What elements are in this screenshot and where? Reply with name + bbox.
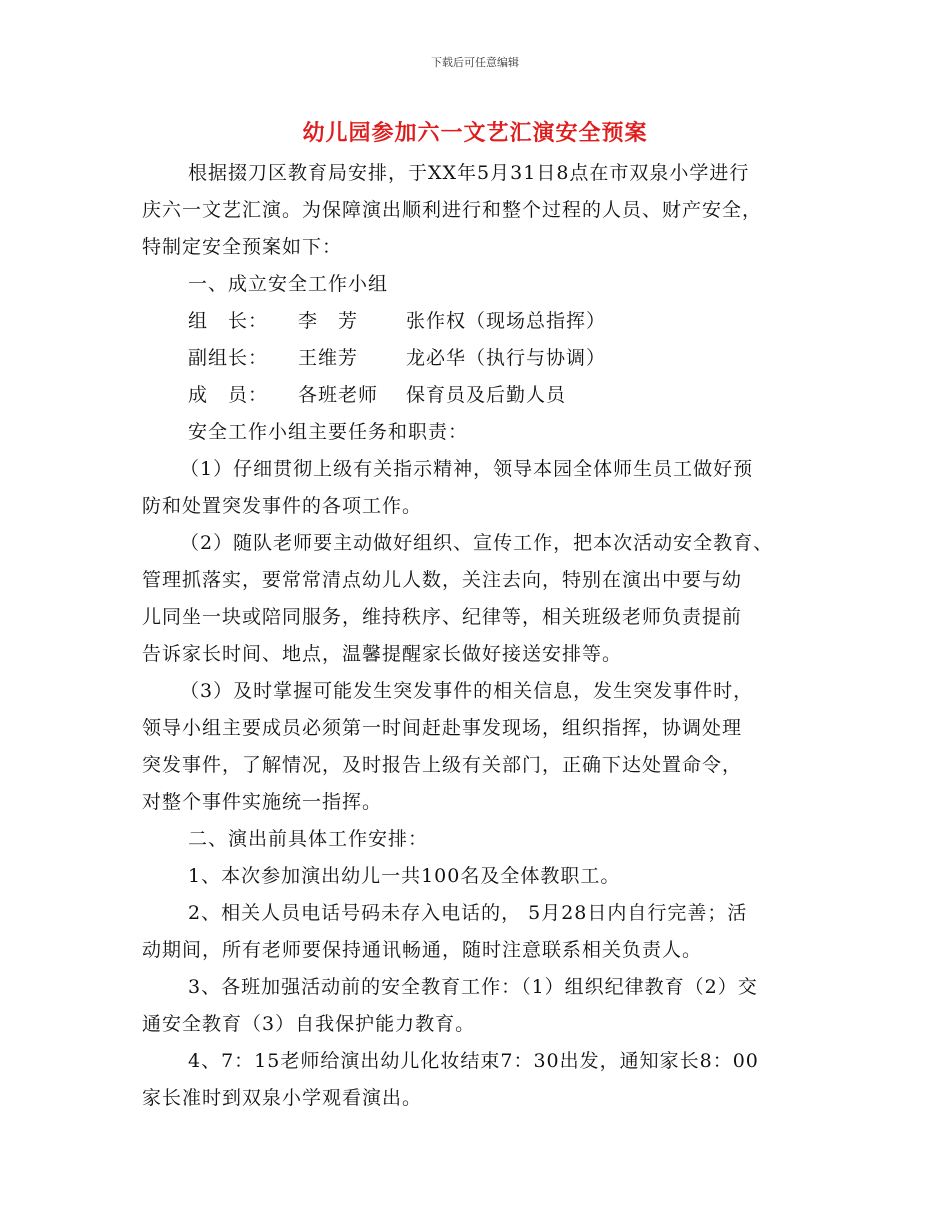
section-heading: 一、成立安全工作小组 [188, 273, 389, 295]
duty-line: 对整个事件实施统一指挥。 [142, 791, 383, 813]
item-line: 动期间，所有老师要保持通讯畅通，随时注意联系相关负责人。 [142, 939, 703, 961]
duty-line: （2）随队老师要主动做好组织、宣传工作，把本次活动安全教育、 [180, 532, 774, 554]
member-row [142, 303, 822, 340]
duty-line: 管理抓落实，要常常清点幼儿人数，关注去向，特别在演出中要与幼 [142, 569, 743, 591]
member-name: 王维芳 [298, 347, 359, 369]
item-line: 2、相关人员电话号码未存入电话的， 5月28日内自行完善；活 [188, 902, 748, 924]
intro-line: 庆六一文艺汇演。为保障演出顺利进行和整个过程的人员、财产安全， [142, 199, 763, 221]
item-line: 4、7：15老师给演出幼儿化妆结束7：30出发，通知家长8：00 [188, 1050, 759, 1072]
item-line: 3、各班加强活动前的安全教育工作：（1）组织纪律教育（2）交 [188, 976, 758, 998]
header-note: 下载后可任意编辑 [431, 56, 519, 69]
member-name: 李 芳 [298, 310, 359, 332]
member-other: 保育员及后勤人员 [406, 384, 567, 406]
duty-line: （3）及时掌握可能发生突发事件的相关信息，发生突发事件时， [180, 680, 754, 702]
document-title: 幼儿园参加六一文艺汇演安全预案 [302, 120, 648, 146]
duty-line: 防和处置突发事件的各项工作。 [142, 495, 423, 517]
member-other: 张作权（现场总指挥） [406, 310, 607, 332]
item-line: 1、本次参加演出幼儿一共100名及全体教职工。 [188, 865, 621, 887]
member-other: 龙必华（执行与协调） [406, 347, 607, 369]
document-body [142, 155, 822, 1117]
member-role: 成 员： [188, 384, 269, 406]
intro-line: 特制定安全预案如下： [142, 236, 343, 258]
member-name: 各班老师 [298, 384, 379, 406]
duty-line: 告诉家长时间、地点，温馨提醒家长做好接送安排等。 [142, 643, 623, 665]
intro-line: 根据掇刀区教育局安排，于XX年5月31日8点在市双泉小学进行 [188, 162, 750, 184]
member-role: 副组长： [188, 347, 269, 369]
section-heading: 二、演出前具体工作安排： [188, 828, 429, 850]
duty-line: 突发事件，了解情况，及时报告上级有关部门，正确下达处置命令， [142, 754, 743, 776]
duty-line: 领导小组主要成员必须第一时间赶赴事发现场，组织指挥，协调处理 [142, 717, 743, 739]
item-line: 通安全教育（3）自我保护能力教育。 [142, 1013, 476, 1035]
duty-line: 儿同坐一块或陪同服务，维持秩序、纪律等，相关班级老师负责提前 [142, 606, 743, 628]
duty-line: （1）仔细贯彻上级有关指示精神，领导本园全体师生员工做好预 [180, 458, 754, 480]
item-line: 家长准时到双泉小学观看演出。 [142, 1087, 423, 1109]
duties-heading: 安全工作小组主要任务和职责： [188, 421, 469, 443]
member-row [142, 377, 822, 414]
member-role: 组 长： [188, 310, 269, 332]
member-row [142, 340, 822, 377]
